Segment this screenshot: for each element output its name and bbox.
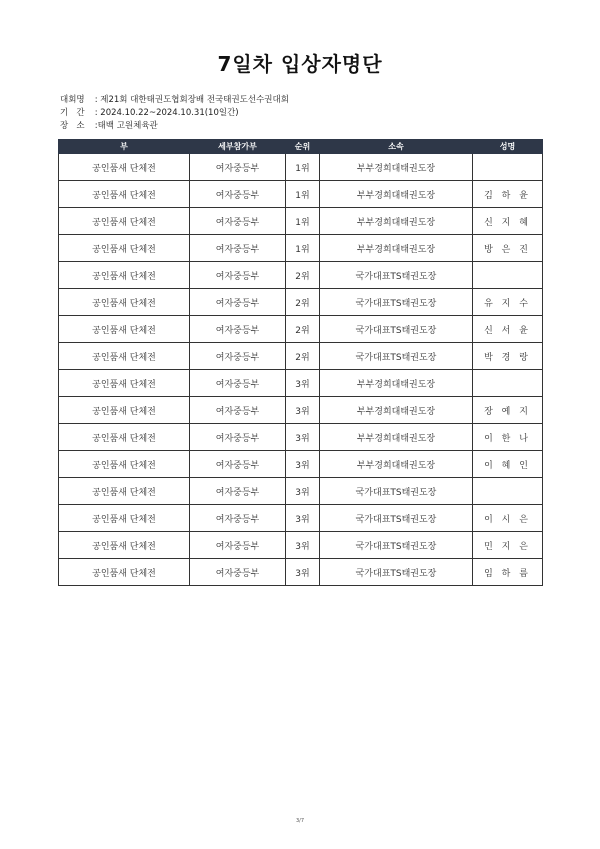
cell-name: 신 서 윤 — [473, 316, 543, 343]
table-row — [59, 478, 543, 505]
cell-division: 공인품새 단체전 — [59, 532, 190, 559]
info-value: 태백 고원체육관 — [97, 121, 158, 131]
cell-affiliation: 국가대표TS태권도장 — [320, 505, 473, 532]
cell-name — [473, 154, 543, 181]
cell-division: 공인품새 단체전 — [59, 235, 190, 262]
cell-category: 여자중등부 — [190, 343, 286, 370]
cell-category: 여자중등부 — [190, 289, 286, 316]
cell-division: 공인품새 단체전 — [59, 451, 190, 478]
table-row — [59, 559, 543, 586]
cell-affiliation: 부부경희대태권도장 — [320, 235, 473, 262]
cell-rank: 3위 — [286, 559, 320, 586]
cell-category: 여자중등부 — [190, 235, 286, 262]
cell-category: 여자중등부 — [190, 478, 286, 505]
cell-rank: 1위 — [286, 235, 320, 262]
cell-rank: 1위 — [286, 154, 320, 181]
cell-category: 여자중등부 — [190, 532, 286, 559]
cell-division: 공인품새 단체전 — [59, 154, 190, 181]
cell-affiliation: 국가대표TS태권도장 — [320, 559, 473, 586]
cell-category: 여자중등부 — [190, 208, 286, 235]
cell-rank: 3위 — [286, 451, 320, 478]
cell-category: 여자중등부 — [190, 397, 286, 424]
cell-category: 여자중등부 — [190, 154, 286, 181]
cell-division: 공인품새 단체전 — [59, 397, 190, 424]
cell-name: 박 경 랑 — [473, 343, 543, 370]
table-header-row — [59, 140, 543, 154]
cell-rank: 3위 — [286, 505, 320, 532]
cell-name: 이 시 은 — [473, 505, 543, 532]
cell-name — [473, 262, 543, 289]
cell-division: 공인품새 단체전 — [59, 370, 190, 397]
table-row — [59, 208, 543, 235]
cell-affiliation: 부부경희대태권도장 — [320, 181, 473, 208]
table-row — [59, 451, 543, 478]
cell-name: 유 지 수 — [473, 289, 543, 316]
cell-name: 장 예 지 — [473, 397, 543, 424]
table-row — [59, 343, 543, 370]
info-separator: : — [92, 95, 101, 105]
cell-affiliation: 부부경희대태권도장 — [320, 451, 473, 478]
cell-division: 공인품새 단체전 — [59, 289, 190, 316]
cell-category: 여자중등부 — [190, 370, 286, 397]
info-label: 장 소 — [60, 121, 85, 131]
cell-name: 민 지 은 — [473, 532, 543, 559]
table-row — [59, 397, 543, 424]
table-row — [59, 154, 543, 181]
cell-rank: 3위 — [286, 424, 320, 451]
cell-category: 여자중등부 — [190, 559, 286, 586]
table-row — [59, 235, 543, 262]
table-row — [59, 316, 543, 343]
column-header-name: 성명 — [473, 140, 543, 154]
cell-name: 이 혜 인 — [473, 451, 543, 478]
cell-division: 공인품새 단체전 — [59, 424, 190, 451]
cell-affiliation: 부부경희대태권도장 — [320, 424, 473, 451]
info-label: 대회명 — [60, 95, 85, 105]
table-row — [59, 289, 543, 316]
cell-division: 공인품새 단체전 — [59, 559, 190, 586]
table-row — [59, 370, 543, 397]
cell-affiliation: 국가대표TS태권도장 — [320, 343, 473, 370]
cell-affiliation: 부부경희대태권도장 — [320, 370, 473, 397]
table-row — [59, 181, 543, 208]
cell-name — [473, 478, 543, 505]
cell-rank: 1위 — [286, 181, 320, 208]
info-row-period — [60, 107, 289, 120]
table-row — [59, 505, 543, 532]
cell-division: 공인품새 단체전 — [59, 181, 190, 208]
cell-affiliation: 부부경희대태권도장 — [320, 154, 473, 181]
page-title: 7일차 입상자명단 — [217, 52, 383, 76]
cell-division: 공인품새 단체전 — [59, 262, 190, 289]
cell-division: 공인품새 단체전 — [59, 505, 190, 532]
cell-affiliation: 국가대표TS태권도장 — [320, 316, 473, 343]
cell-rank: 1위 — [286, 208, 320, 235]
cell-division: 공인품새 단체전 — [59, 208, 190, 235]
column-header-division: 부 — [59, 140, 190, 154]
table-row — [59, 532, 543, 559]
cell-category: 여자중등부 — [190, 181, 286, 208]
cell-rank: 3위 — [286, 370, 320, 397]
cell-category: 여자중등부 — [190, 451, 286, 478]
cell-name: 임 하 름 — [473, 559, 543, 586]
info-separator: : — [92, 121, 98, 131]
cell-category: 여자중등부 — [190, 262, 286, 289]
cell-affiliation: 국가대표TS태권도장 — [320, 532, 473, 559]
table-row — [59, 424, 543, 451]
info-row-venue — [60, 120, 289, 133]
info-value: 2024.10.22~2024.10.31(10일간) — [100, 108, 239, 118]
page-number: 3/7 — [295, 818, 305, 824]
cell-division: 공인품새 단체전 — [59, 478, 190, 505]
cell-name — [473, 370, 543, 397]
cell-rank: 3위 — [286, 397, 320, 424]
cell-category: 여자중등부 — [190, 505, 286, 532]
info-label: 기 간 — [60, 108, 85, 118]
cell-rank: 2위 — [286, 289, 320, 316]
cell-rank: 3위 — [286, 532, 320, 559]
cell-category: 여자중등부 — [190, 316, 286, 343]
cell-affiliation: 국가대표TS태권도장 — [320, 478, 473, 505]
cell-rank: 2위 — [286, 262, 320, 289]
table-row — [59, 262, 543, 289]
cell-rank: 2위 — [286, 343, 320, 370]
info-row-name — [60, 94, 289, 107]
column-header-category: 세부참가부 — [190, 140, 286, 154]
cell-affiliation: 부부경희대태권도장 — [320, 208, 473, 235]
cell-category: 여자중등부 — [190, 424, 286, 451]
cell-division: 공인품새 단체전 — [59, 316, 190, 343]
cell-name: 이 한 나 — [473, 424, 543, 451]
cell-affiliation: 부부경희대태권도장 — [320, 397, 473, 424]
column-header-rank: 순위 — [286, 140, 320, 154]
cell-affiliation: 국가대표TS태권도장 — [320, 262, 473, 289]
cell-name: 신 지 혜 — [473, 208, 543, 235]
results-body — [59, 154, 543, 586]
cell-rank: 2위 — [286, 316, 320, 343]
info-separator: : — [92, 108, 101, 118]
cell-division: 공인품새 단체전 — [59, 343, 190, 370]
cell-affiliation: 국가대표TS태권도장 — [320, 289, 473, 316]
info-value: 제21회 대한태권도협회장배 전국태권도선수권대회 — [100, 95, 289, 105]
cell-name: 방 은 진 — [473, 235, 543, 262]
competition-info — [60, 94, 289, 133]
column-header-affiliation: 소속 — [320, 140, 473, 154]
cell-rank: 3위 — [286, 478, 320, 505]
cell-name: 김 하 윤 — [473, 181, 543, 208]
results-table — [58, 139, 543, 586]
